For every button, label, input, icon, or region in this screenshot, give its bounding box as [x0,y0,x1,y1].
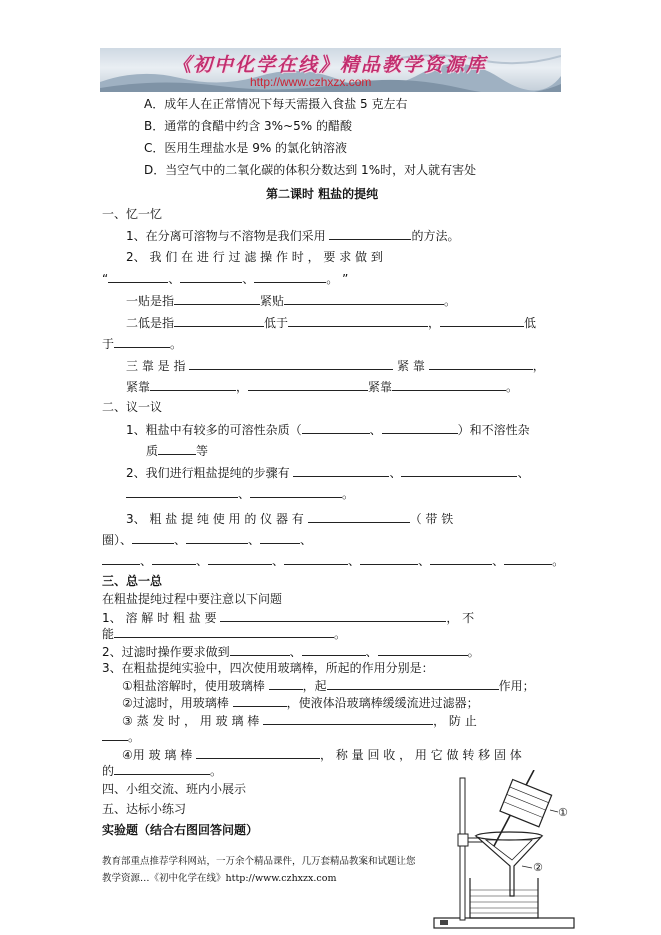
filtration-apparatus-figure [430,770,580,932]
s2-q3-cont1 [102,531,312,548]
beaker [470,878,538,918]
section5-heading: 五、达标小练习 [102,802,187,816]
s2-q1-deng: 等 [196,444,209,458]
experiment-title: 实验题（结合右图回答问题） [102,823,259,837]
separator: 、 [369,423,382,437]
separator: 、 [418,554,431,568]
footer-prefix: 教学资源…《初中化学在线》 [102,873,226,884]
s3-r1-pre: ①粗盐溶解时，使用玻璃棒 [122,679,265,693]
answer-blank[interactable] [180,270,242,283]
option-d: D．当空气中的二氧化碳的体积分数达到 1%时，对人就有害处 [144,163,477,177]
s3-r3-post: ， 防 止 [433,714,477,728]
s1-yitie [126,292,456,309]
answer-blank[interactable] [114,335,170,348]
s1-q1-pre: 1、在分离可溶物与不溶物是我们采用 [126,229,326,243]
s3-q2 [102,643,480,660]
yitie-mid: 紧贴 [260,294,285,308]
kao2-end: 。 [506,380,519,394]
answer-blank[interactable] [230,643,290,656]
separator: 、 [272,554,285,568]
s1-q2: 2、 我 们 在 进 行 过 滤 操 作 时 ， 要 求 做 到 [126,250,383,264]
separator: 、 [196,554,209,568]
answer-blank[interactable] [284,552,348,565]
separator: 、 [300,533,313,547]
header-banner [100,48,561,92]
s1-q1 [126,227,459,244]
banner-url: http://www.czhxzx.com [250,75,372,89]
erdi-comma: ， [428,316,441,330]
footer-url[interactable]: http://www.czhxzx.com [225,873,337,884]
quote-close: 。 ” [326,272,349,286]
answer-blank[interactable] [378,643,468,656]
answer-blank[interactable] [158,442,196,455]
section1-heading: 一、忆一忆 [102,207,163,221]
separator: 、 [168,272,181,286]
answer-blank[interactable] [132,531,174,544]
separator: 、 [248,533,261,547]
s3-r2-post: ，使液体沿玻璃棒缓缓流进过滤器； [286,696,479,710]
answer-blank[interactable] [302,421,370,434]
s3-q2-pre: 2、过滤时操作要求做到 [102,645,230,659]
s2-q1-cont [146,442,208,459]
s1-sankao [126,357,545,374]
separator: 、 [348,554,361,568]
answer-blank[interactable] [392,378,506,391]
answer-blank[interactable] [382,421,458,434]
section4-heading: 四、小组交流、班内小展示 [102,782,247,796]
answer-blank[interactable] [174,314,264,327]
option-b: B．通常的食醋中约含 3%~5% 的醋酸 [144,119,352,133]
answer-blank[interactable] [220,609,446,622]
s2-q1 [126,421,530,438]
s3-r2 [122,694,479,711]
s3-q1-neng: 能 [102,627,115,641]
separator: 、 [517,466,530,480]
answer-blank[interactable] [208,552,272,565]
answer-blank[interactable] [288,314,428,327]
s2-q3 [126,510,453,527]
s3-r3-end: 。 [128,730,141,744]
kao2-comma: ， [236,380,249,394]
s1-erdi-cont [102,335,182,352]
answer-blank[interactable] [293,464,389,477]
answer-blank[interactable] [308,510,410,523]
stand-base [434,918,574,928]
kao2-pre: 紧靠 [126,380,151,394]
s2-q1-pre: 1、粗盐中有较多的可溶性杂质（ [126,423,302,437]
s3-q1-end: 。 [334,627,347,641]
s3-r4-end: 。 [210,764,223,778]
answer-blank[interactable] [174,292,260,305]
separator: 、 [140,554,153,568]
label-1: ① [558,806,568,819]
separator: 、 [242,272,255,286]
answer-blank[interactable] [329,227,411,240]
s3-r3-cont [102,728,140,745]
footer-line1: 教育部重点推荐学科网站，一万余个精品课件，几万套精品教案和试题让您 [102,856,416,867]
s3-q1-cont [102,625,346,642]
stand-rod [460,778,465,920]
erdi-low: 低 [524,316,537,330]
lesson-title: 第二课时 粗盐的提纯 [266,187,379,201]
s2-q2-end: 。 [342,487,355,501]
s3-q1-post: ， 不 [446,611,475,625]
quote-open: “ [102,272,109,286]
s3-intro: 在粗盐提纯过程中要注意以下问题 [102,592,283,606]
s3-q3: 3、在粗盐提纯实验中，四次使用玻璃棒，所起的作用分别是： [102,661,434,675]
s3-r4 [122,746,522,763]
s2-q3-end: 。 [552,554,565,568]
separator: 、 [492,554,505,568]
funnel-rim [476,832,542,840]
s2-q2-cont [126,485,354,502]
s3-q1 [102,609,474,626]
answer-blank[interactable] [126,485,238,498]
banner-title: 《初中化学在线》精品教学资源库 [172,54,488,76]
answer-blank[interactable] [189,357,393,370]
erdi-end: 。 [170,337,183,351]
erdi-mid: 低于 [264,316,289,330]
s3-r3-pre: ③ 蒸 发 时 ， 用 玻 璃 棒 [122,714,260,728]
separator: 、 [174,533,187,547]
answer-blank[interactable] [263,712,433,725]
answer-blank[interactable] [269,677,303,690]
s3-q1-pre: 1、 溶 解 时 粗 盐 要 [102,611,217,625]
option-c: C．医用生理盐水是 9% 的氯化钠溶液 [144,141,348,155]
s2-q2 [126,464,530,481]
answer-blank[interactable] [440,314,524,327]
s2-q2-pre: 2、我们进行粗盐提纯的步骤有 [126,466,290,480]
separator: 、 [238,487,251,501]
s3-r4-post: ， 称 量 回 收 ， 用 它 做 转 移 固 体 [320,748,522,762]
section3-heading: 三、总一总 [102,574,163,588]
answer-blank[interactable] [233,694,287,707]
section2-heading: 二、议一议 [102,400,163,414]
answer-blank[interactable] [152,552,196,565]
answer-blank[interactable] [504,552,552,565]
answer-blank[interactable] [401,464,517,477]
stand-foot [440,920,448,925]
s3-q2-end: 。 [467,645,480,659]
erdi-yu: 于 [102,337,115,351]
separator: 、 [289,645,302,659]
answer-blank[interactable] [254,270,326,283]
answer-blank[interactable] [327,677,499,690]
s2-q3-quan: 圈）、 [102,533,133,547]
answer-blank[interactable] [360,552,418,565]
s1-q2-blanks [102,270,348,287]
sankao-pre: 三 靠 是 指 [126,359,186,373]
answer-blank[interactable] [196,746,320,759]
sankao-mid: 紧 靠 [397,359,425,373]
s2-q3-pre: 3、 粗 盐 提 纯 使 用 的 仪 器 有 [126,512,304,526]
s3-r2-pre: ②过滤时，用玻璃棒 [122,696,229,710]
s1-q1-post: 的方法。 [411,229,460,243]
answer-blank[interactable] [114,625,334,638]
footer-line2 [102,871,336,887]
answer-blank[interactable] [150,378,236,391]
yitie-pre: 一贴是指 [126,294,175,308]
answer-blank[interactable] [302,643,366,656]
s1-kao2 [126,378,518,395]
answer-blank[interactable] [248,378,368,391]
s3-r4-pre: ④用 玻 璃 棒 [122,748,193,762]
s3-r1 [122,677,535,694]
label-2: ② [533,861,543,874]
yitie-post: 。 [444,294,457,308]
answer-blank[interactable] [114,762,210,775]
s1-erdi [126,314,536,331]
s2-q1-zhi: 质 [146,444,159,458]
answer-blank[interactable] [102,728,128,741]
erdi-pre: 二低是指 [126,316,175,330]
answer-blank[interactable] [108,270,168,283]
sankao-comma: ， [532,359,545,373]
clamp-boss [458,834,468,846]
answer-blank[interactable] [250,485,342,498]
s2-q3-post: （ 带 铁 [409,512,454,526]
s3-r3 [122,712,477,729]
answer-blank[interactable] [284,292,444,305]
answer-blank[interactable] [186,531,248,544]
option-a: A．成年人在正常情况下每天需摄入食盐 5 克左右 [144,97,408,111]
s3-r1-mid: ，起 [302,679,327,693]
s3-r4-cont [102,762,222,779]
s3-r4-de: 的 [102,764,115,778]
kao2-mid: 紧靠 [368,380,393,394]
separator: 、 [365,645,378,659]
s2-q3-cont2 [102,552,564,569]
s3-r1-post: 作用； [498,679,535,693]
answer-blank[interactable] [430,552,492,565]
s2-q1-post: ）和不溶性杂 [457,423,530,437]
answer-blank[interactable] [260,531,300,544]
answer-blank[interactable] [429,357,533,370]
separator: 、 [389,466,402,480]
answer-blank[interactable] [102,552,140,565]
